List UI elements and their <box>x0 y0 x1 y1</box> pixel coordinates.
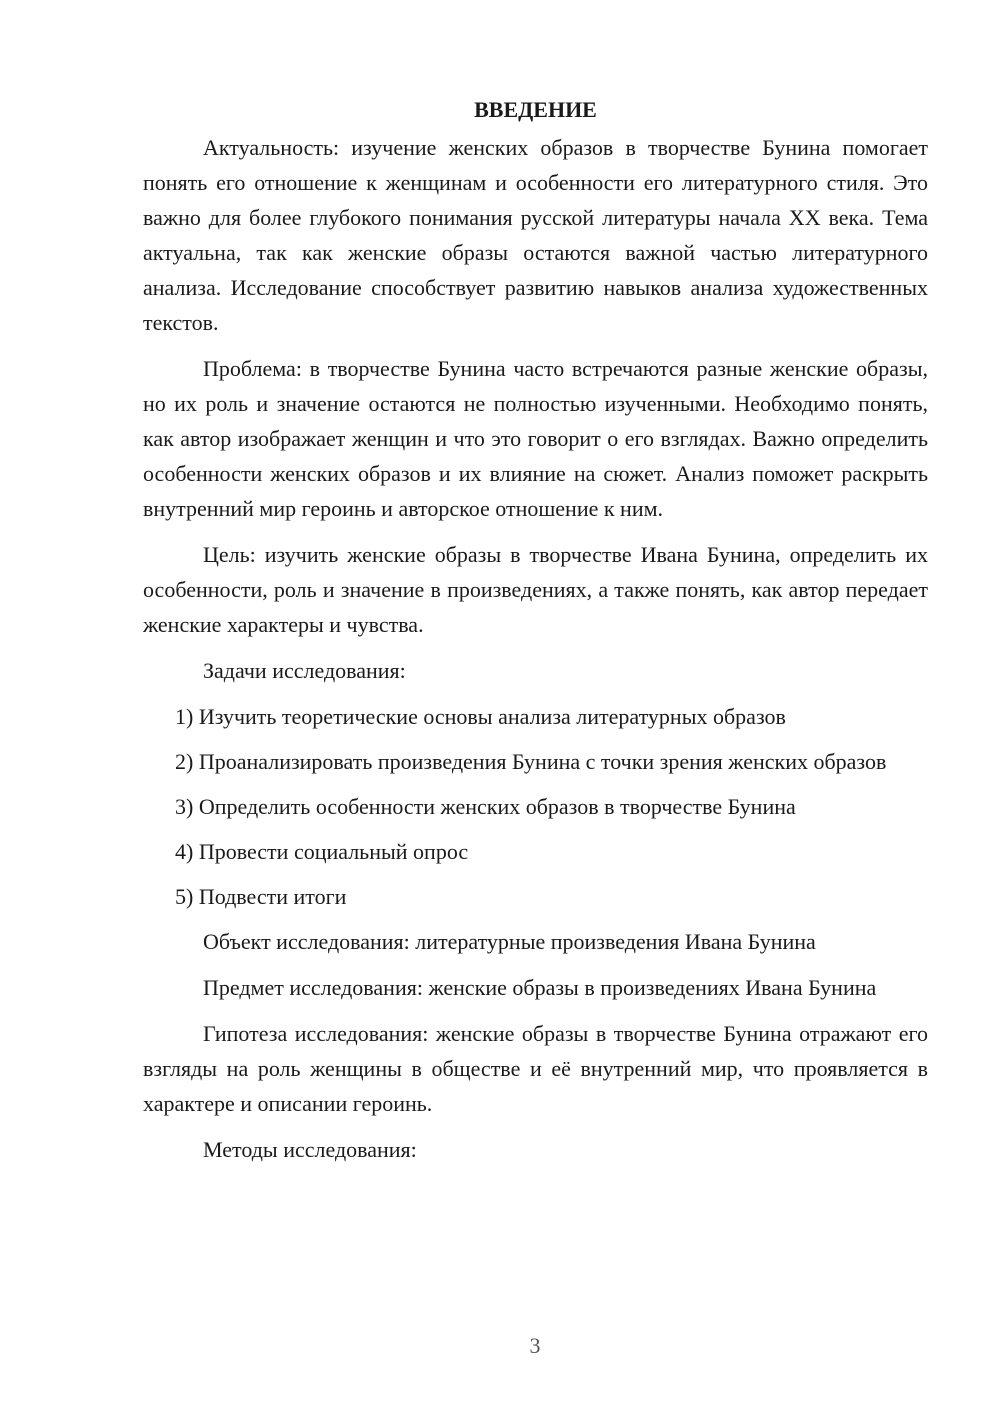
paragraph-methods: Методы исследования: <box>203 1137 417 1162</box>
task-item: 4) Провести социальный опрос <box>175 839 469 864</box>
task-item: 1) Изучить теоретические основы анализа литературных образов <box>175 704 786 729</box>
task-item: 5) Подвести итоги <box>175 884 347 909</box>
paragraph-hypothesis: Гипотеза исследования: женские образы в творчестве Бунина отражают его взгляды на роль женщины в обществе и её внутренний мир, что проявляется в характере и описании героинь. <box>143 1021 928 1116</box>
task-item: 3) Определить особенности женских образов в творчестве Бунина <box>175 794 796 819</box>
task-item: 2) Проанализировать произведения Бунина с точки зрения женских образов <box>175 749 887 774</box>
section-heading: ВВЕДЕНИЕ <box>474 97 597 122</box>
paragraph-goal: Цель: изучить женские образы в творчестве Ивана Бунина, определить их особенности, роль и значение в произведениях, а также понять, как автор передает женские характеры и чувства. <box>143 542 928 637</box>
page-number: 3 <box>529 1333 541 1358</box>
tasks-title: Задачи исследования: <box>203 658 406 683</box>
document-page <box>143 92 928 1178</box>
paragraph-subject: Предмет исследования: женские образы в произведениях Ивана Бунина <box>203 975 877 1000</box>
paragraph-object: Объект исследования: литературные произведения Ивана Бунина <box>203 929 816 954</box>
paragraph-relevance: Актуальность: изучение женских образов в творчестве Бунина помогает понять его отношение к женщинам и особенности его литературного стиля. Это важно для более глубокого понимания русской литературы начала XX века. Тема актуальна, так как женские образы остаются важной частью литературного анализа. Исследование способствует развитию навыков анализа художественных текстов. <box>143 135 928 335</box>
tasks-list <box>143 699 928 914</box>
paragraph-problem: Проблема: в творчестве Бунина часто встречаются разные женские образы, но их роль и значение остаются не полностью изученными. Необходимо понять, как автор изображает женщин и что это говорит о его взглядах. Важно определить особенности женских образов и их влияние на сюжет. Анализ поможет раскрыть внутренний мир героинь и авторское отношение к ним. <box>143 356 928 521</box>
